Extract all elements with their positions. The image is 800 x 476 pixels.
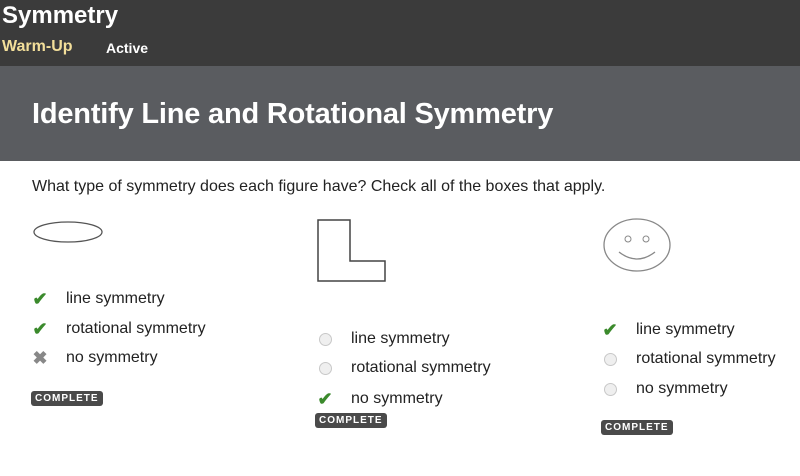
tab-warm-up[interactable]: Warm-Up	[2, 38, 73, 55]
option-label: rotational symmetry	[66, 320, 206, 337]
check-icon: ✔	[32, 318, 48, 339]
fig1-option-rotational[interactable]	[30, 318, 206, 340]
option-label: line symmetry	[636, 321, 735, 338]
check-icon: ✔	[602, 319, 618, 340]
option-label: no symmetry	[351, 390, 443, 407]
top-bar	[0, 0, 800, 66]
check-icon: ✔	[317, 388, 333, 409]
option-label: no symmetry	[636, 380, 728, 397]
page-header	[0, 66, 800, 161]
page-title: Identify Line and Rotational Symmetry	[32, 98, 554, 130]
option-label: rotational symmetry	[636, 350, 776, 367]
complete-badge: COMPLETE	[315, 413, 387, 428]
option-label: rotational symmetry	[351, 359, 491, 376]
question-prompt: What type of symmetry does each figure have? Check all of the boxes that apply.	[32, 178, 606, 195]
app-title: Symmetry	[2, 2, 119, 29]
radio-icon	[319, 333, 332, 346]
option-label: line symmetry	[66, 290, 165, 307]
l-shape-figure	[315, 217, 389, 285]
check-icon: ✔	[32, 288, 48, 309]
fig3-option-line[interactable]	[600, 319, 735, 341]
smiley-face-figure	[601, 216, 673, 274]
fig3-option-rotational[interactable]	[600, 348, 776, 370]
fig1-option-line[interactable]	[30, 288, 165, 310]
option-label: line symmetry	[351, 330, 450, 347]
fig2-option-rotational[interactable]	[315, 357, 491, 379]
option-label: no symmetry	[66, 349, 158, 366]
tab-active[interactable]: Active	[106, 40, 149, 56]
ellipse-figure	[30, 218, 106, 246]
complete-badge: COMPLETE	[31, 391, 103, 406]
fig2-option-line[interactable]	[315, 328, 450, 350]
cross-icon: ✖	[32, 347, 48, 368]
complete-badge: COMPLETE	[601, 420, 673, 435]
fig2-option-none[interactable]	[315, 388, 443, 410]
radio-icon	[604, 383, 617, 396]
fig3-option-none[interactable]	[600, 378, 728, 400]
radio-icon	[604, 353, 617, 366]
fig1-option-none[interactable]	[30, 347, 158, 369]
radio-icon	[319, 362, 332, 375]
